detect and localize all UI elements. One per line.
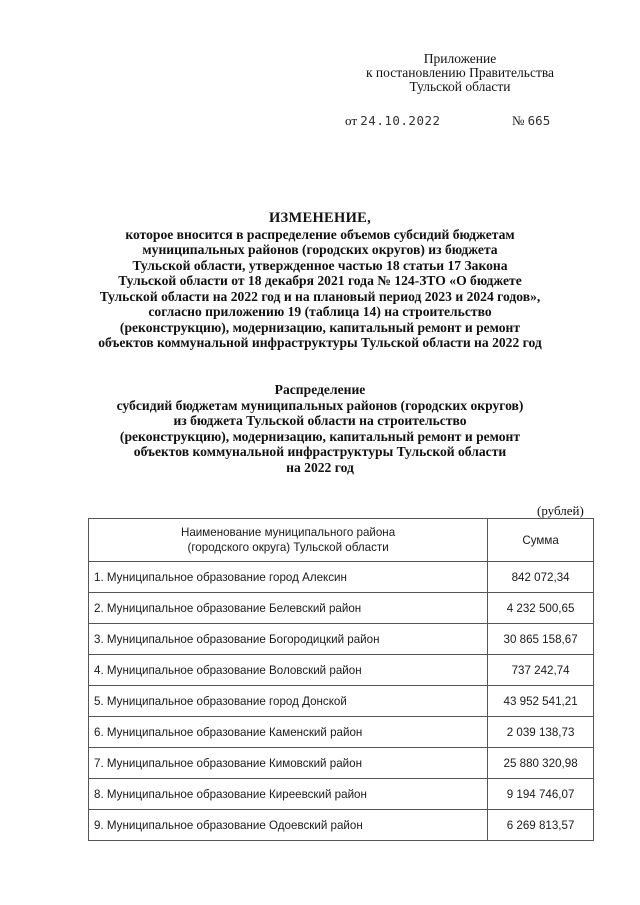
- municipality-name: 5. Муниципальное образование город Донской: [89, 686, 488, 717]
- resolution-date: [345, 113, 441, 129]
- number-value: 665: [527, 113, 551, 128]
- municipality-name: 4. Муниципальное образование Воловский район: [89, 655, 488, 686]
- amendment-line: Тульской области, утвержденное частью 18 статьи 17 Закона: [132, 257, 508, 273]
- table-row: [89, 779, 594, 810]
- table-row: [89, 686, 594, 717]
- municipality-name: 8. Муниципальное образование Киреевский район: [89, 779, 488, 810]
- municipality-name: 1. Муниципальное образование город Алексин: [89, 562, 488, 593]
- amendment-line: Тульской области от 18 декабря 2021 года № 124-ЗТО «О бюджете: [118, 273, 522, 288]
- number-prefix: №: [512, 113, 525, 128]
- table-row: [89, 717, 594, 748]
- amendment-title: ИЗМЕНЕНИЕ,: [268, 210, 372, 226]
- subsidy-amount: 9 194 746,07: [488, 779, 594, 810]
- table-row: [89, 624, 594, 655]
- resolution-number: [512, 113, 550, 129]
- municipality-name: 6. Муниципальное образование Каменский район: [89, 717, 488, 748]
- subsidy-amount: 737 242,74: [488, 655, 594, 686]
- municipality-name: 9. Муниципальное образование Одоевский район: [89, 810, 488, 841]
- distribution-line: из бюджета Тульской области на строительство: [173, 413, 467, 428]
- header-name-cell: [89, 519, 488, 562]
- subsidy-table: [88, 518, 594, 841]
- distribution-line: Распределение: [274, 382, 366, 397]
- subsidy-amount: 6 269 813,57: [488, 810, 594, 841]
- municipality-name: 7. Муниципальное образование Кимовский район: [89, 748, 488, 779]
- header-name-line-1: Наименование муниципального района: [180, 526, 396, 539]
- appendix-line-2: к постановлению Правительства: [365, 65, 555, 80]
- amendment-line: Тульской области на 2022 год и на плановый период 2023 и 2024 годов»,: [99, 288, 541, 304]
- distribution-line: объектов коммунальной инфраструктуры Тульской области: [133, 444, 507, 459]
- subsidy-amount: 2 039 138,73: [488, 717, 594, 748]
- currency-units: (рублей): [537, 503, 584, 518]
- table-header-row: [89, 519, 594, 562]
- amendment-line: (реконструкцию), модернизацию, капитальный ремонт и ремонт: [119, 319, 521, 335]
- amendment-line: которое вносится в распределение объемов субсидий бюджетам: [125, 226, 515, 242]
- distribution-line: субсидий бюджетам муниципальных районов (городских округов): [116, 397, 524, 413]
- subsidy-amount: 842 072,34: [488, 562, 594, 593]
- table-row: [89, 593, 594, 624]
- table-row: [89, 655, 594, 686]
- distribution-heading: [60, 382, 580, 475]
- subsidy-amount: 43 952 541,21: [488, 686, 594, 717]
- date-prefix: от: [345, 113, 358, 128]
- distribution-line: (реконструкцию), модернизацию, капитальный ремонт и ремонт: [119, 428, 521, 444]
- header-sum-cell: Сумма: [488, 519, 594, 562]
- municipality-name: 2. Муниципальное образование Белевский район: [89, 593, 488, 624]
- appendix-line-3: Тульской области: [409, 79, 511, 94]
- subsidy-amount: 4 232 500,65: [488, 593, 594, 624]
- subsidy-amount: 30 865 158,67: [488, 624, 594, 655]
- appendix-block: [330, 52, 590, 94]
- municipality-name: 3. Муниципальное образование Богородицкий район: [89, 624, 488, 655]
- date-value: 24.10.2022: [360, 113, 441, 128]
- amendment-line: объектов коммунальной инфраструктуры Тульской области на 2022 год: [98, 335, 542, 350]
- table-row: [89, 810, 594, 841]
- subsidy-amount: 25 880 320,98: [488, 748, 594, 779]
- amendment-heading: [60, 211, 580, 351]
- amendment-line: согласно приложению 19 (таблица 14) на строительство: [148, 304, 492, 319]
- distribution-line: на 2022 год: [286, 459, 354, 475]
- appendix-line-1: Приложение: [423, 51, 497, 66]
- header-name-line-2: (городского округа) Тульской области: [187, 541, 389, 554]
- table-row: [89, 562, 594, 593]
- amendment-line: муниципальных районов (городских округов) из бюджета: [142, 242, 498, 257]
- table-row: [89, 748, 594, 779]
